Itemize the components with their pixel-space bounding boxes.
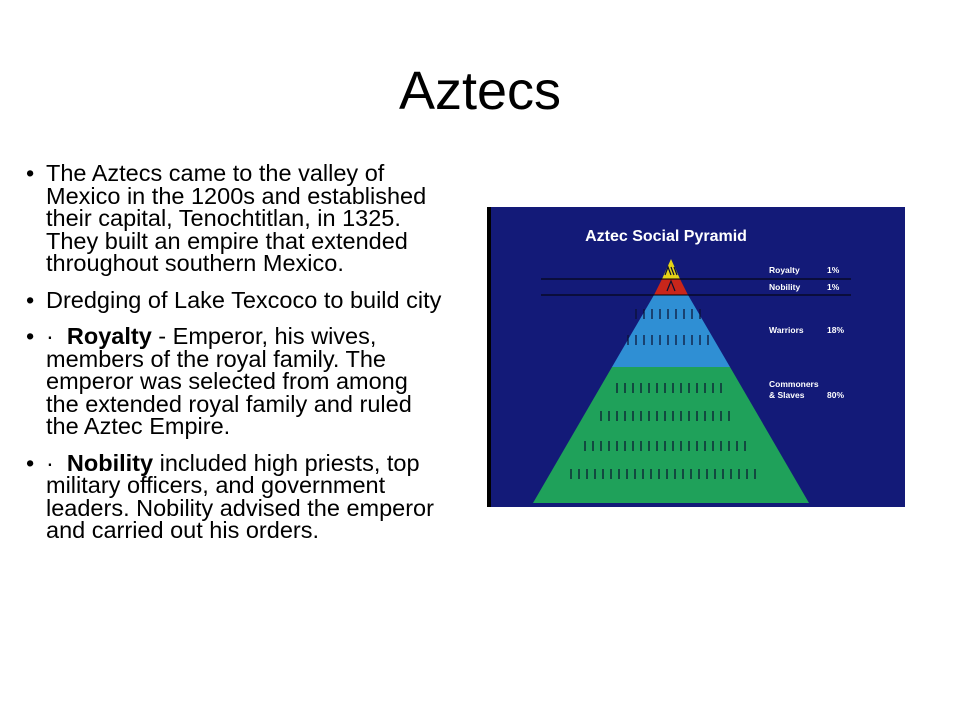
bullet-prefix: · bbox=[46, 323, 67, 349]
bullet-text: The Aztecs came to the valley of Mexico in the 1200s and established their capital, Tenochtitlan, in 1325. They built an empire that extended throughout southern Mexico. bbox=[46, 160, 427, 276]
bullet-prefix: · bbox=[46, 449, 67, 476]
bullet-text bbox=[46, 450, 434, 544]
label-commoners: Commoners & Slaves bbox=[769, 379, 819, 400]
bullet-rest: included high priests, top military officers, and government leaders. Nobility advised the emperor and carried out his orders. bbox=[46, 449, 434, 543]
pct-royalty: 1% bbox=[827, 265, 840, 275]
bullet-bold-term: Nobility bbox=[66, 449, 154, 476]
pct-warriors: 18% bbox=[827, 325, 845, 335]
pct-commoners: 80% bbox=[827, 390, 845, 400]
bullet-marker: • bbox=[26, 160, 35, 186]
slide-title: Aztecs bbox=[398, 61, 562, 121]
label-nobility: Nobility bbox=[769, 282, 801, 292]
bullet-item bbox=[26, 286, 446, 313]
tier-commoners-shape bbox=[533, 367, 809, 503]
bullet-marker: • bbox=[26, 286, 35, 313]
bullet-item bbox=[26, 162, 446, 275]
tier-warriors-shape bbox=[612, 295, 730, 367]
social-pyramid-image bbox=[487, 207, 905, 507]
bullet-rest: - Emperor, his wives, members of the royal family. The emperor was selected from among the extended royal family and ruled the Aztec Empire. bbox=[46, 323, 412, 439]
pct-nobility: 1% bbox=[827, 282, 840, 292]
bullet-marker: • bbox=[26, 323, 35, 349]
bullet-marker: • bbox=[26, 449, 35, 476]
bullet-text: Dredging of Lake Texcoco to build city bbox=[46, 286, 442, 313]
bullet-item bbox=[26, 449, 446, 543]
bullet-item bbox=[26, 325, 446, 438]
bullet-text bbox=[46, 323, 412, 439]
pyramid-title: Aztec Social Pyramid bbox=[585, 228, 747, 245]
tier-royalty-shape bbox=[662, 259, 680, 279]
label-royalty: Royalty bbox=[769, 265, 800, 275]
bullet-list bbox=[26, 162, 446, 556]
label-warriors: Warriors bbox=[769, 325, 804, 335]
bullet-bold-term: Royalty bbox=[66, 323, 152, 349]
